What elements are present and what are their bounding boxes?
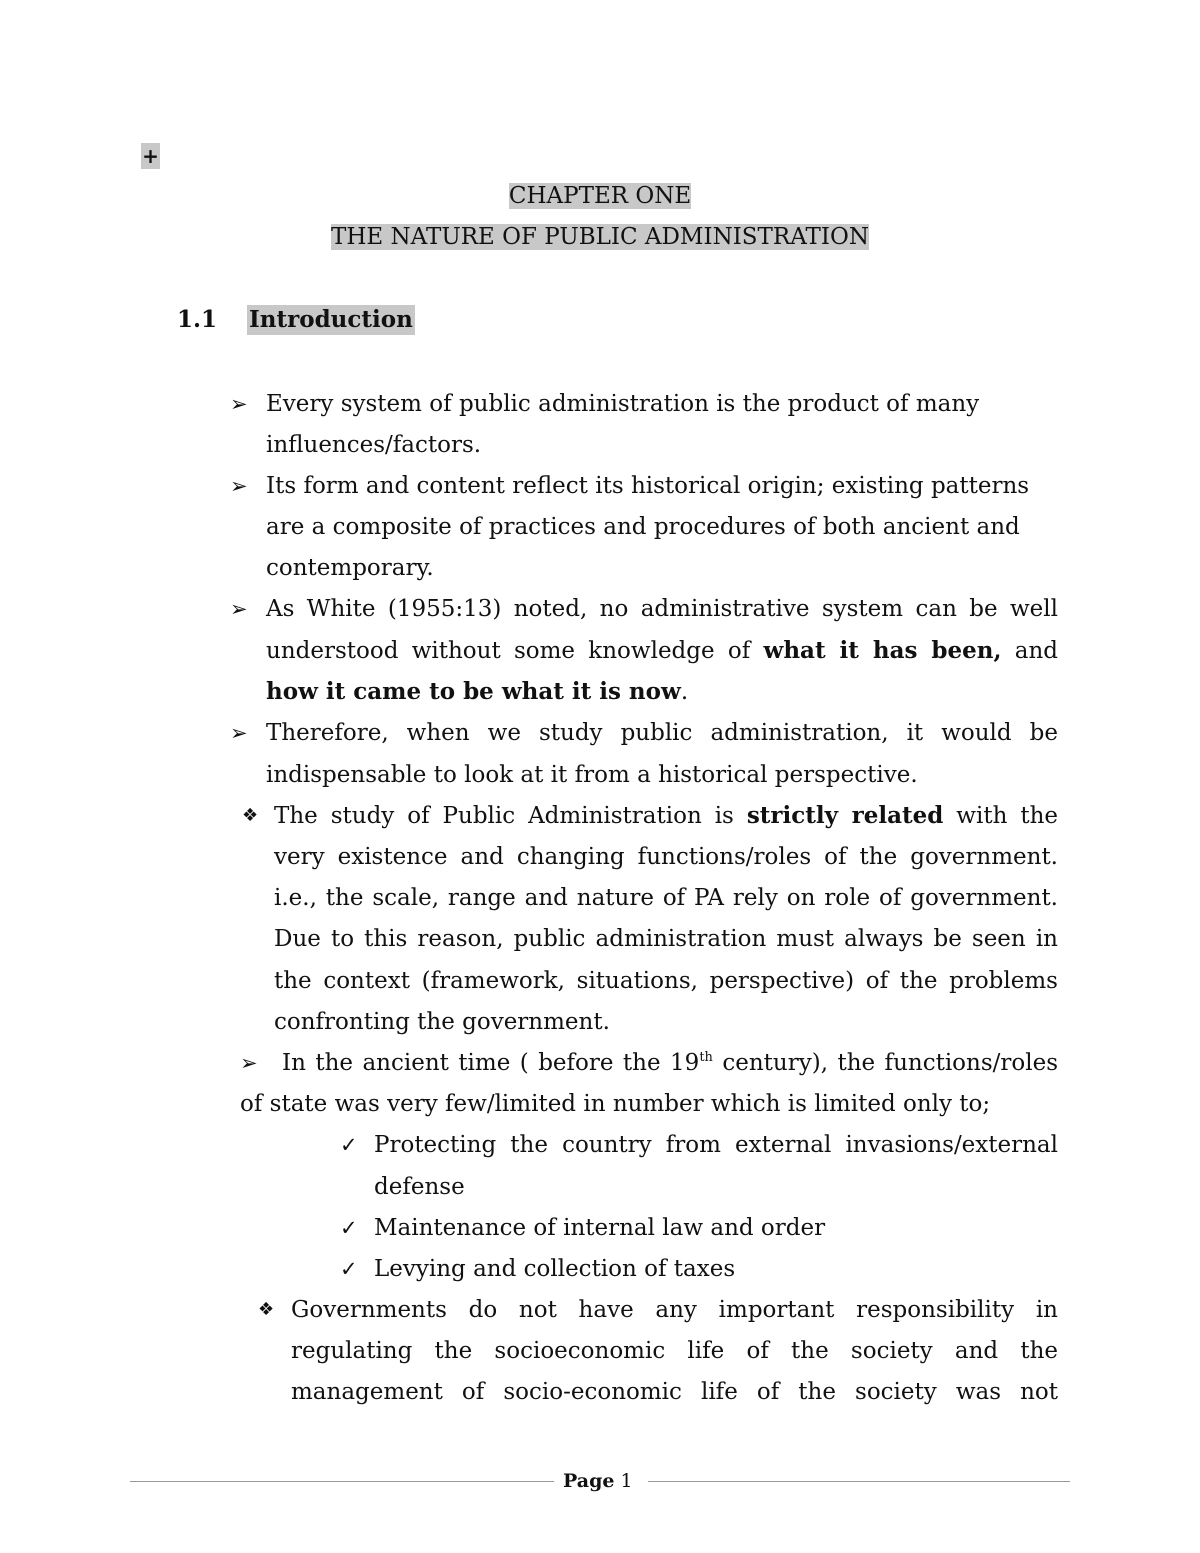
- bullet3-line1: As White (1955:13) noted, no administrative system can be well: [266, 596, 1058, 622]
- bullet5-text: [282, 1050, 713, 1076]
- bullet3-emphasis: what it has been,: [763, 637, 1002, 664]
- bullet5-text-b: century), the functions/roles: [722, 1050, 1059, 1076]
- section-number: 1.1: [177, 306, 218, 333]
- chapter-title-row: [0, 222, 1200, 252]
- diamond1-line2: very existence and changing functions/roles of the government.: [274, 844, 1058, 870]
- bullet3-line2-text: understood without some knowledge of: [266, 638, 751, 664]
- check1-line2: defense: [374, 1174, 465, 1200]
- footer-rule-left: [130, 1481, 554, 1482]
- bullet3-period: .: [680, 679, 689, 705]
- bullet2-line3: contemporary.: [266, 555, 434, 581]
- check1-line1: Protecting the country from external invasions/external: [374, 1132, 1058, 1158]
- bullet4-line2: indispensable to look at it from a historical perspective.: [266, 762, 918, 788]
- check3: Levying and collection of taxes: [374, 1256, 736, 1282]
- bullet3-line3: [266, 677, 688, 707]
- diamond1-line6: confronting the government.: [274, 1009, 610, 1035]
- check-icon: ✓: [340, 1216, 358, 1240]
- diamond1-emphasis: strictly related: [746, 802, 944, 829]
- diamond1-line3: i.e., the scale, range and nature of PA rely on role of government.: [274, 885, 1058, 911]
- bullet5-line1: [282, 1048, 1058, 1078]
- page-number: 1: [620, 1470, 633, 1492]
- arrow-bullet-icon: ➢: [230, 597, 248, 621]
- diamond2-line1: Governments do not have any important responsibility in: [291, 1297, 1058, 1323]
- diamond1-line1: [274, 801, 1058, 831]
- chapter-title: THE NATURE OF PUBLIC ADMINISTRATION: [331, 224, 869, 250]
- diamond1-text-end: with the: [956, 803, 1059, 829]
- bullet2-line1: Its form and content reflect its historical origin; existing patterns: [266, 473, 1030, 499]
- arrow-bullet-icon: ➢: [230, 721, 248, 745]
- bullet3-line2: [266, 636, 1058, 666]
- chapter-heading-row: [0, 181, 1200, 211]
- bullet3-emphasis-2: how it came to be what it is now: [266, 678, 681, 705]
- diamond2-line3: management of socio-economic life of the society was not: [291, 1379, 1058, 1405]
- chapter-heading: CHAPTER ONE: [508, 183, 692, 209]
- page-footer: [563, 1468, 633, 1494]
- arrow-bullet-icon: ➢: [230, 474, 248, 498]
- diamond-bullet-icon: ❖: [258, 1299, 275, 1320]
- section-title: Introduction: [249, 306, 413, 333]
- bullet1-line2: influences/factors.: [266, 432, 482, 458]
- page-label: Page: [563, 1470, 615, 1492]
- bullet2-line2: are a composite of practices and procedures of both ancient and: [266, 514, 1020, 540]
- diamond1-line5: the context (framework, situations, perspective) of the problems: [274, 968, 1058, 994]
- bullet4-line1: Therefore, when we study public administration, it would be: [266, 720, 1058, 746]
- bullet5-text-a: In the ancient time ( before the 19: [282, 1050, 700, 1076]
- bullet3-line2-end: and: [1014, 638, 1059, 664]
- diamond1-text: The study of Public Administration is: [274, 803, 734, 829]
- arrow-bullet-icon: ➢: [240, 1051, 258, 1075]
- check-icon: ✓: [340, 1133, 358, 1157]
- arrow-bullet-icon: ➢: [230, 392, 248, 416]
- ordinal-suffix: th: [699, 1050, 713, 1065]
- footer-rule-right: [648, 1481, 1070, 1482]
- diamond1-line4: Due to this reason, public administration must always be seen in: [274, 926, 1058, 952]
- diamond2-line2: regulating the socioeconomic life of the society and the: [291, 1338, 1058, 1364]
- diamond-bullet-icon: ❖: [242, 805, 259, 826]
- check2: Maintenance of internal law and order: [374, 1215, 826, 1241]
- edit-marker: +: [142, 144, 159, 168]
- bullet1-line1: Every system of public administration is the product of many: [266, 391, 980, 417]
- check-icon: ✓: [340, 1257, 358, 1281]
- bullet5-line2: of state was very few/limited in number which is limited only to;: [240, 1091, 991, 1117]
